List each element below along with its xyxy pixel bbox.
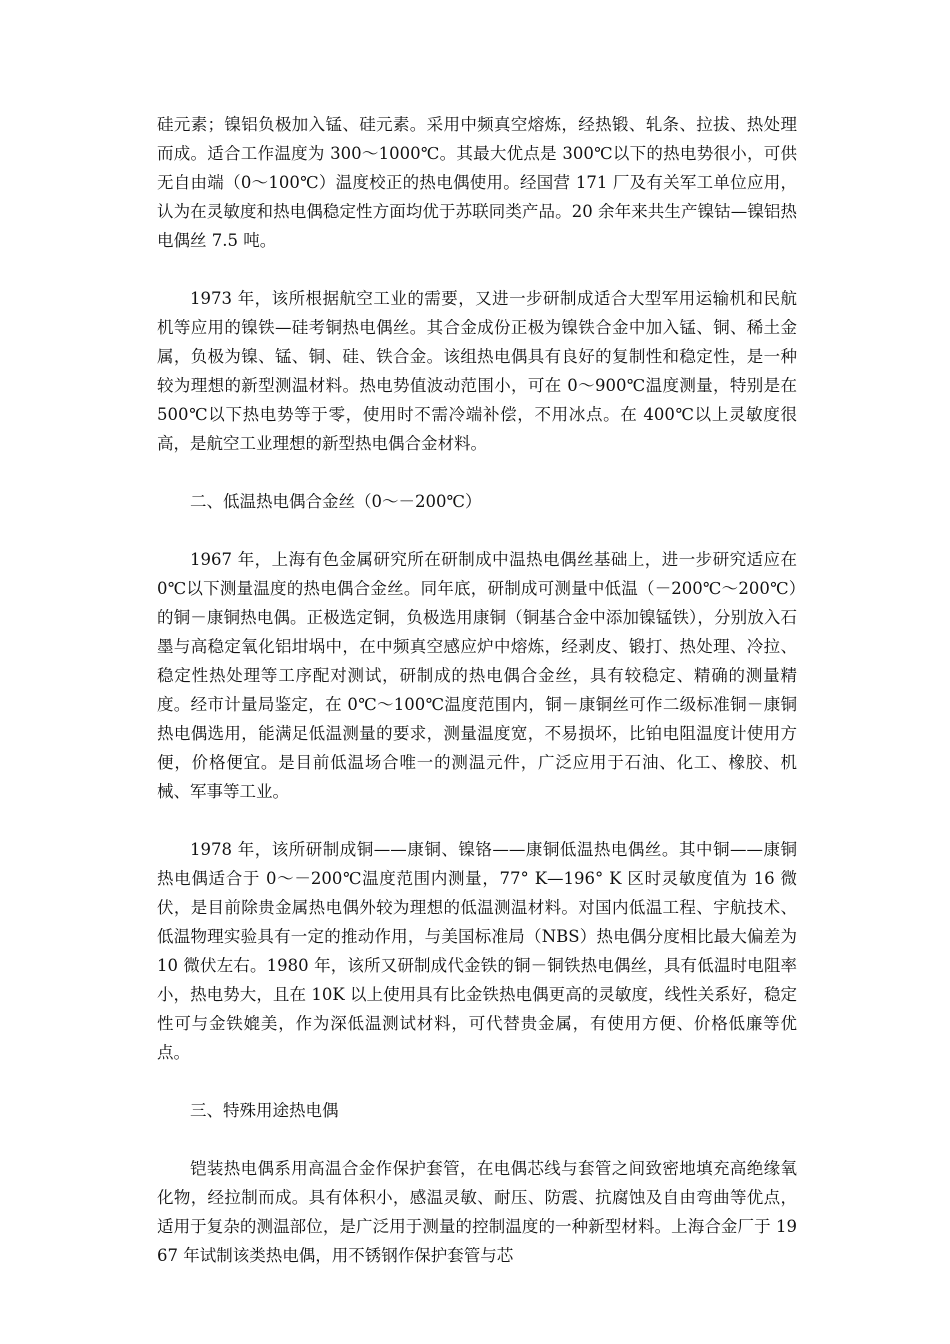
section-heading-special-use: 三、特殊用途热电偶 bbox=[190, 1101, 339, 1120]
paragraph-1973: 1973 年，该所根据航空工业的需要，又进一步研制成适合大型军用运输机和民航机等应用的镍铁—硅考铜热电偶丝。其合金成份正极为镍铁合金中加入锰、铜、稀土金属，负极为镍、锰、铜、硅、铁合金。该组热电偶具有良好的复制性和稳定性，是一种较为理想的新型测温材料。热电势值波动范围小，可在 0～900℃温度测量，特别是在 500℃以下热电势等于零，使用时不需冷端补偿，不用冰点。在 400℃以上灵敏度很高，是航空工业理想的新型热电偶合金材料。 bbox=[157, 289, 797, 453]
document-body bbox=[157, 110, 797, 1299]
paragraph-nickel-cobalt: 硅元素；镍铝负极加入锰、硅元素。采用中频真空熔炼，经热锻、轧条、拉拔、热处理而成。适合工作温度为 300～1000℃。其最大优点是 300℃以下的热电势很小，可供无自由端（0～100℃）温度校正的热电偶使用。经国营 171 厂及有关军工单位应用，认为在灵敏度和热电偶稳定性方面均优于苏联同类产品。20 余年来共生产镍钴—镍铝热电偶丝 7.5 吨。 bbox=[157, 115, 797, 250]
paragraph-armored-thermocouple: 铠装热电偶系用高温合金作保护套管，在电偶芯线与套管之间致密地填充高绝缘氧化物，经拉制而成。具有体积小，感温灵敏、耐压、防震、抗腐蚀及自由弯曲等优点，适用于复杂的测温部位，是广泛用于测量的控制温度的一种新型材料。上海合金厂于 1967 年试制该类热电偶，用不锈钢作保护套管与芯 bbox=[157, 1159, 797, 1265]
paragraph-1967: 1967 年，上海有色金属研究所在研制成中温热电偶丝基础上，进一步研究适应在 0℃以下测量温度的热电偶合金丝。同年底，研制成可测量中低温（－200℃～200℃）的铜－康铜热电偶。正极选定铜，负极选用康铜（铜基合金中添加镍锰铁），分别放入石墨与高稳定氧化铝坩埚中，在中频真空感应炉中熔炼，经剥皮、锻打、热处理、冷拉、稳定性热处理等工序配对测试，研制成的热电偶合金丝，具有较稳定、精确的测量精度。经市计量局鉴定，在 0℃～100℃温度范围内，铜－康铜丝可作二级标准铜－康铜热电偶选用，能满足低温测量的要求，测量温度宽，不易损坏，比铂电阻温度计使用方便，价格便宜。是目前低温场合唯一的测温元件，广泛应用于石油、化工、橡胶、机械、军事等工业。 bbox=[157, 550, 797, 801]
section-heading-low-temp: 二、低温热电偶合金丝（0～－200℃） bbox=[190, 492, 482, 511]
paragraph-1978: 1978 年，该所研制成铜——康铜、镍铬——康铜低温热电偶丝。其中铜——康铜热电偶适合于 0～－200℃温度范围内测量，77° K—196° K 区时灵敏度值为 16 微伏，是目前除贵金属热电偶外较为理想的低温测温材料。对国内低温工程、宇航技术、低温物理实验具有一定的推动作用，与美国标准局（NBS）热电偶分度相比最大偏差为 10 微伏左右。1980 年，该所又研制成代金铁的铜－铜铁热电偶丝，具有低温时电阻率小，热电势大，且在 10K 以上使用具有比金铁热电偶更高的灵敏度，线性关系好，稳定性可与金铁媲美，作为深低温测试材料，可代替贵金属，有使用方便、价格低廉等优点。 bbox=[157, 840, 797, 1062]
